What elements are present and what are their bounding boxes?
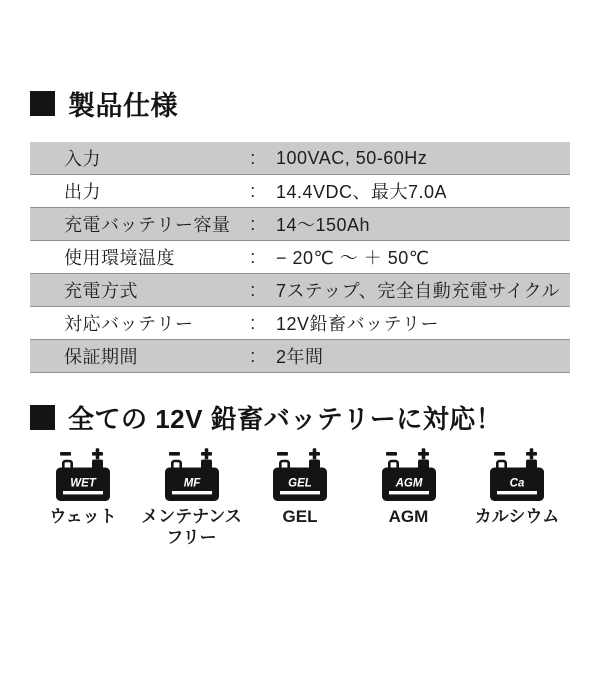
spec-value: 12V鉛畜バッテリー [276, 314, 440, 334]
spec-label: 保証期間 [64, 347, 138, 367]
spec-colon: : [250, 213, 256, 234]
battery-underline-bar [63, 491, 103, 494]
spec-label: 出力 [64, 182, 101, 202]
spec-colon: : [250, 147, 256, 168]
minus-sign-icon [60, 452, 71, 456]
table-row [30, 274, 570, 307]
battery-underline-bar [280, 491, 320, 494]
spec-colon: : [250, 279, 256, 300]
spec-label: 入力 [64, 149, 101, 169]
page-content [30, 84, 570, 549]
battery-icon [381, 447, 437, 501]
spec-label: 対応バッテリー [64, 314, 194, 334]
spec-value: 14.4VDC、最大7.0A [276, 182, 448, 202]
spec-table [30, 142, 570, 373]
spec-section-heading [30, 84, 570, 123]
spec-section-title: 製品仕様 [68, 91, 178, 121]
battery-item-agm [356, 447, 462, 549]
spec-value: 7ステップ、完全自動充電サイクル [276, 281, 561, 301]
minus-sign-icon [169, 452, 180, 456]
minus-sign-icon [494, 452, 505, 456]
table-row [30, 208, 570, 241]
battery-underline-bar [497, 491, 537, 494]
spec-label: 充電バッテリー容量 [64, 215, 231, 235]
battery-type-label: GEL [282, 507, 318, 526]
spec-value: − 20℃ ～ ＋ 50℃ [276, 248, 430, 268]
spec-colon: : [250, 246, 256, 267]
table-row [30, 307, 570, 340]
spec-label: 充電方式 [64, 281, 138, 301]
battery-type-label: ウェット [49, 507, 117, 526]
battery-type-row [30, 447, 570, 549]
battery-badge-text: GEL [288, 477, 312, 490]
spec-colon: : [250, 345, 256, 366]
battery-icon [272, 447, 328, 501]
spec-value: 2年間 [276, 347, 324, 367]
spec-colon: : [250, 312, 256, 333]
battery-icon [55, 447, 111, 501]
battery-item-ca [464, 447, 570, 549]
minus-sign-icon [277, 452, 288, 456]
table-row [30, 175, 570, 208]
battery-item-mf [139, 447, 245, 549]
spec-value: 100VAC, 50-60Hz [276, 147, 428, 168]
battery-type-label: カルシウム [474, 507, 560, 526]
battery-icon [489, 447, 545, 501]
battery-badge-text: MF [183, 477, 200, 490]
battery-section-title: 全ての 12V 鉛畜バッテリーに対応！ [68, 404, 503, 434]
battery-badge-text: AGM [395, 477, 422, 490]
battery-badge-text: WET [70, 477, 96, 490]
black-square-bullet-icon [30, 405, 55, 430]
battery-type-label: AGM [388, 507, 429, 526]
battery-icon [164, 447, 220, 501]
spec-colon: : [250, 180, 256, 201]
battery-item-wet [30, 447, 136, 549]
minus-sign-icon [386, 452, 397, 456]
table-row [30, 340, 570, 373]
battery-type-label: メンテナンスフリー [141, 507, 242, 548]
battery-item-gel [247, 447, 353, 549]
black-square-bullet-icon [30, 91, 55, 116]
battery-badge-text: Ca [509, 477, 525, 490]
spec-value: 14～150Ah [276, 215, 371, 235]
spec-label: 使用環境温度 [64, 248, 175, 268]
table-row [30, 142, 570, 175]
table-row [30, 241, 570, 274]
battery-underline-bar [172, 491, 212, 494]
battery-underline-bar [389, 491, 429, 494]
battery-section-heading [30, 399, 570, 436]
